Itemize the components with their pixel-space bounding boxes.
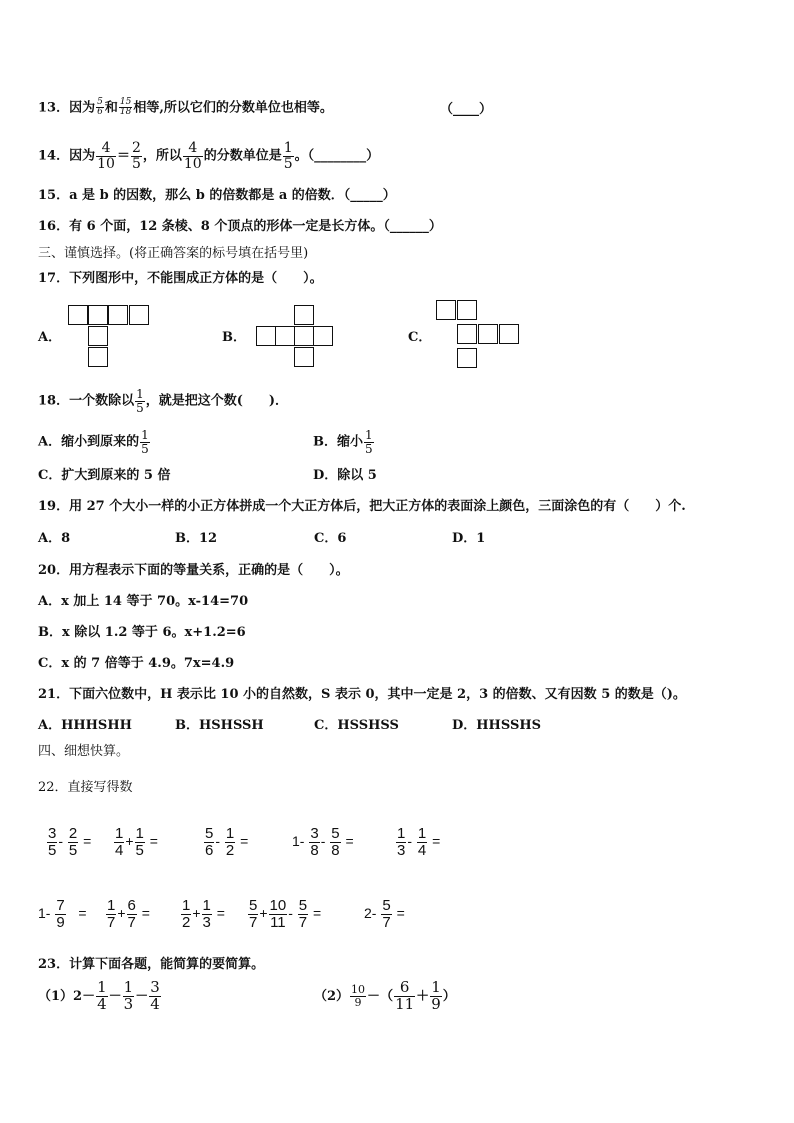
net-square xyxy=(68,305,88,325)
option-a[interactable]: A．8 xyxy=(38,531,71,546)
fraction: $\frac{5}{7}$ xyxy=(298,897,308,931)
fraction: $\frac{1}{5}$ xyxy=(365,428,373,456)
fraction: $\frac{3}{5}$ xyxy=(48,825,57,859)
net-square xyxy=(457,300,477,320)
calc-problem-1: （1）2－ $\frac{1}{4}$ － $\frac{1}{3}$ － $\frac{3}{4}$ xyxy=(38,978,160,1013)
net-square xyxy=(499,324,519,344)
fraction: $\frac{1}{4}$ xyxy=(115,825,124,859)
option-label[interactable]: C． xyxy=(408,330,432,345)
question-17: 17．下列图形中，不能围成正方体的是（ ）。 xyxy=(38,271,323,286)
net-square xyxy=(88,305,108,325)
cube-net-b xyxy=(256,305,336,369)
fraction: $\frac{1}{2}$ xyxy=(225,825,235,859)
option-c[interactable]: C．扩大到原来的 5 倍 xyxy=(38,468,171,483)
option-c[interactable]: C．x 的 7 倍等于 4.9。7x=4.9 xyxy=(38,656,235,671)
fraction: $\frac{1}{4}$ xyxy=(97,978,107,1013)
question-14: 14．因为 $\frac{4}{10}$ ＝ $\frac{2}{5}$ ，所以 $\frac{4}{10}$ 的分数单位是 $\frac{1}{5}$ 。（________） xyxy=(38,140,380,172)
math-expression: $\frac{1}{3}$ - $\frac{1}{4}$ = xyxy=(397,825,441,859)
net-square xyxy=(294,347,314,367)
net-square xyxy=(88,326,108,346)
fraction: $\frac{6}{7}$ xyxy=(127,897,136,931)
calc-problem-2: （2） $\frac{10}{9}$ －（ $\frac{6}{11}$ ＋ $\frac{1}{9}$ ） xyxy=(314,978,456,1013)
fraction: $\frac{10}{9}$ xyxy=(351,983,366,1009)
net-square xyxy=(457,324,477,344)
net-square xyxy=(294,326,314,346)
question-15: 15．a 是 b 的因数，那么 b 的倍数都是 a 的倍数．（_____） xyxy=(38,188,396,203)
fraction: $\frac{1}{5}$ xyxy=(141,428,149,456)
fraction: $\frac{1}{4}$ xyxy=(417,825,427,859)
question-22: 22．直接写得数 xyxy=(38,780,133,795)
fraction: $\frac{4}{10}$ xyxy=(183,140,202,172)
option-d[interactable]: D．HHSSHS xyxy=(452,718,542,733)
option-c[interactable]: C．6 xyxy=(314,531,347,546)
net-square xyxy=(436,300,456,320)
fraction: $\frac{5}{6}$ xyxy=(97,97,103,118)
math-expression: 1- $\frac{7}{9}$ = xyxy=(38,897,87,931)
question-21: 21．下面六位数中，H 表示比 10 小的自然数，S 表示 0，其中一定是 2，3 的倍数、又有因数 5 的数是（)。 xyxy=(38,687,686,702)
fraction: $\frac{1}{2}$ xyxy=(182,897,191,931)
math-expression: $\frac{3}{5}$ - $\frac{2}{5}$ = xyxy=(48,825,92,859)
fraction: $\frac{2}{5}$ xyxy=(68,825,78,859)
option-a[interactable]: A．x 加上 14 等于 70。x-14=70 xyxy=(38,594,249,609)
fraction: $\frac{5}{6}$ xyxy=(205,825,214,859)
fraction: $\frac{15}{18}$ xyxy=(119,97,132,118)
math-expression: $\frac{1}{7}$ + $\frac{6}{7}$ = xyxy=(107,897,150,931)
net-square xyxy=(88,347,108,367)
question-20: 20．用方程表示下面的等量关系，正确的是（ ）。 xyxy=(38,563,349,578)
fraction: $\frac{3}{4}$ xyxy=(150,978,160,1013)
question-19: 19．用 27 个大小一样的小正方体拼成一个大正方体后，把大正方体的表面涂上颜色，三面涂色的有（ ）个. xyxy=(38,499,686,514)
option-b[interactable]: B．HSHSSH xyxy=(175,718,264,733)
option-d[interactable]: D．除以 5 xyxy=(313,468,377,483)
net-square xyxy=(478,324,498,344)
fraction: $\frac{1}{9}$ xyxy=(431,978,441,1013)
question-16: 16．有 6 个面，12 条棱、8 个顶点的形体一定是长方体。（______） xyxy=(38,219,442,234)
cube-net-c xyxy=(436,300,520,370)
math-expression: $\frac{1}{2}$ + $\frac{1}{3}$ = xyxy=(182,897,225,931)
question-23: 23．计算下面各题，能简算的要简算。 xyxy=(38,957,265,972)
net-square xyxy=(275,326,295,346)
fraction: $\frac{1}{3}$ xyxy=(202,897,211,931)
fraction: $\frac{10}{11}$ xyxy=(269,897,287,931)
math-expression: $\frac{5}{7}$ + $\frac{10}{11}$ - $\frac{5}{7}$ = xyxy=(249,897,322,931)
option-a[interactable]: A．HHHSHH xyxy=(38,718,132,733)
option-label[interactable]: A． xyxy=(38,330,62,345)
section-heading: 三、谨慎选择。(将正确答案的标号填在括号里) xyxy=(38,246,309,261)
option-a[interactable]: A．缩小到原来的 $\frac{1}{5}$ xyxy=(38,428,149,456)
fraction: $\frac{2}{5}$ xyxy=(131,140,141,172)
fraction: $\frac{1}{3}$ xyxy=(397,825,406,859)
answer-blank[interactable]: （____） xyxy=(440,102,493,117)
option-label[interactable]: B． xyxy=(222,330,246,345)
cube-net-a xyxy=(68,305,152,369)
net-square xyxy=(294,305,314,325)
fraction: $\frac{1}{3}$ xyxy=(123,978,134,1013)
question-13: 13．因为 $\frac{5}{6}$ 和 $\frac{15}{18}$ 相等,所以它们的分数单位也相等。 xyxy=(38,97,333,118)
fraction: $\frac{5}{7}$ xyxy=(382,897,391,931)
question-18: 18．一个数除以 $\frac{1}{5}$ ，就是把这个数( )． xyxy=(38,387,289,415)
fraction: $\frac{5}{7}$ xyxy=(249,897,258,931)
option-b[interactable]: B．x 除以 1.2 等于 6。x+1.2=6 xyxy=(38,625,246,640)
section-heading: 四、细想快算。 xyxy=(38,744,130,759)
fraction: $\frac{4}{10}$ xyxy=(97,140,115,172)
math-expression: 2- $\frac{5}{7}$ = xyxy=(364,897,405,931)
net-square xyxy=(129,305,149,325)
fraction: $\frac{6}{11}$ xyxy=(395,978,415,1013)
net-square xyxy=(108,305,128,325)
fraction: $\frac{3}{8}$ xyxy=(310,825,319,859)
net-square xyxy=(313,326,333,346)
fraction: $\frac{1}{7}$ xyxy=(107,897,116,931)
fraction: $\frac{1}{5}$ xyxy=(135,825,144,859)
math-expression: $\frac{1}{4}$ + $\frac{1}{5}$ = xyxy=(115,825,158,859)
question-number: 13． xyxy=(38,100,70,116)
fraction: $\frac{1}{5}$ xyxy=(283,140,293,172)
fraction: $\frac{1}{5}$ xyxy=(136,387,144,415)
option-c[interactable]: C．HSSHSS xyxy=(314,718,399,733)
fraction: $\frac{5}{8}$ xyxy=(331,825,340,859)
math-expression: $\frac{5}{6}$ - $\frac{1}{2}$ = xyxy=(205,825,249,859)
option-b[interactable]: B．12 xyxy=(175,531,218,546)
option-d[interactable]: D．1 xyxy=(452,531,486,546)
fraction: $\frac{7}{9}$ xyxy=(56,897,65,931)
net-square xyxy=(256,326,276,346)
math-expression: 1- $\frac{3}{8}$ - $\frac{5}{8}$ = xyxy=(292,825,354,859)
option-b[interactable]: B．缩小 $\frac{1}{5}$ xyxy=(313,428,373,456)
net-square xyxy=(457,348,477,368)
